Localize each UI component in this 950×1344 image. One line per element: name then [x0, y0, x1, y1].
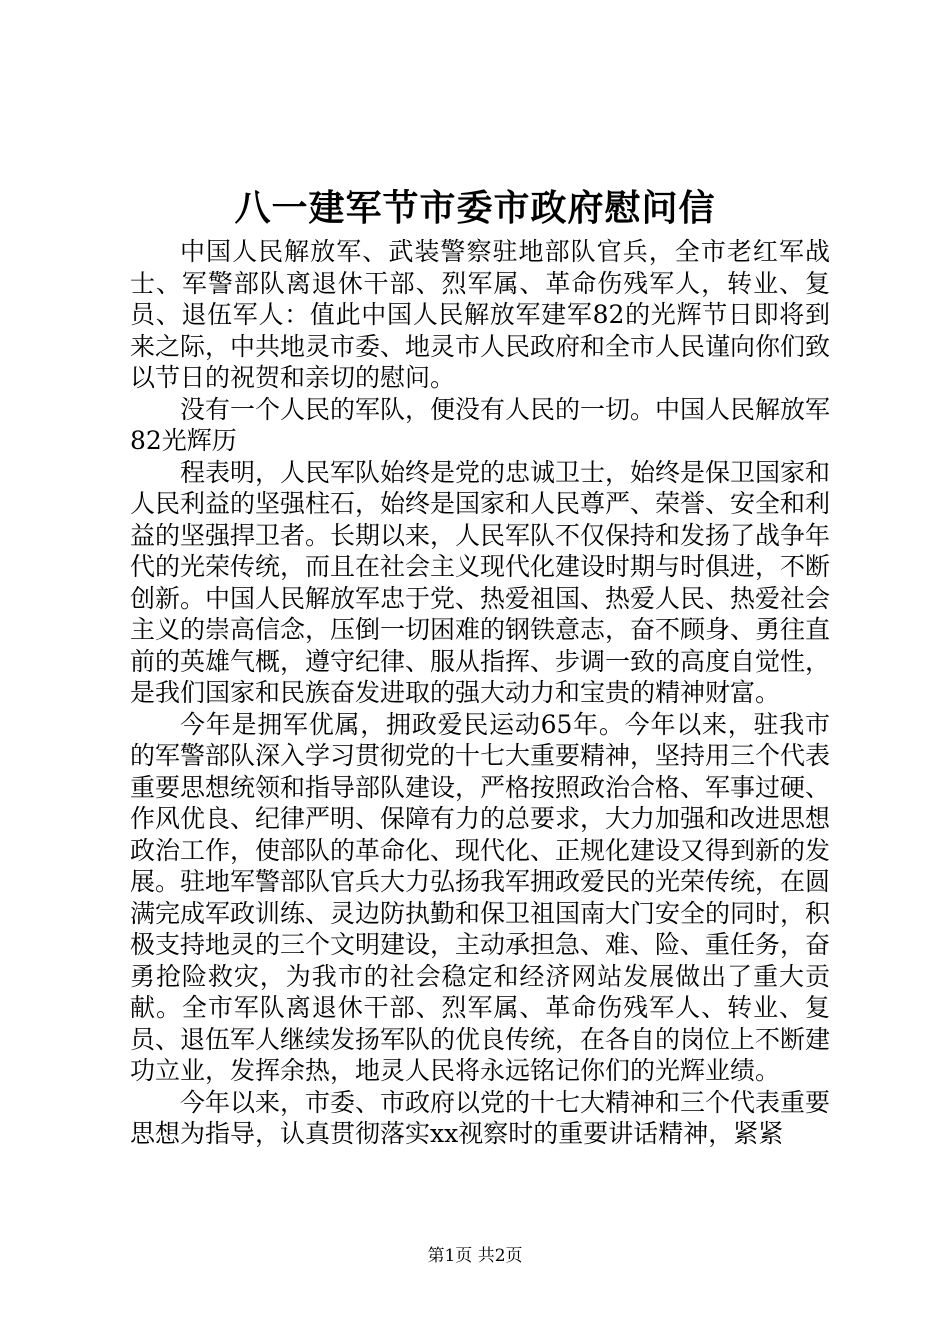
- document-body: [130, 236, 830, 1150]
- paragraph-army-history: 程表明，人民军队始终是党的忠诚卫士，始终是保卫国家和人民利益的坚强柱石，始终是国家和人民尊严、荣誉、安全和利益的坚强捍卫者。长期以来，人民军队不仅保持和发扬了战争年代的光荣传统，而且在社会主义现代化建设时期与时俱进，不断创新。中国人民解放军忠于党、热爱祖国、热爱人民、热爱社会主义的崇高信念，压倒一切困难的钢铁意志，奋不顾身、勇往直前的英雄气概，遵守纪律、服从指挥、步调一致的高度自觉性，是我们国家和民族奋发进取的强大动力和宝贵的精神财富。: [130, 457, 831, 707]
- page-number-footer: 第1页 共2页: [427, 1246, 523, 1266]
- document-title: 八一建军节市委市政府慰问信: [234, 187, 716, 229]
- paragraph-greeting: 中国人民解放军、武装警察驻地部队官兵，全市老红军战士、军警部队离退休干部、烈军属、革命伤残军人，转业、复员、退伍军人：值此中国人民解放军建军82的光辉节日即将到来之际，中共地灵市委、地灵市人民政府和全市人民谨向你们致以节日的祝贺和亲切的慰问。: [130, 237, 831, 392]
- paragraph-this-year: 今年以来，市委、市政府以党的十七大精神和三个代表重要思想为指导，认真贯彻落实xx视察时的重要讲话精神，紧紧: [130, 1087, 831, 1148]
- paragraph-support-army: 今年是拥军优属，拥政爱民运动65年。今年以来，驻我市的军警部队深入学习贯彻党的十七大重要精神，坚持用三个代表重要思想统领和指导部队建设，严格按照政治合格、军事过硬、作风优良、纪律严明、保障有力的总要求，大力加强和改进思想政治工作，使部队的革命化、现代化、正规化建设又得到新的发展。驻地军警部队官兵大力弘扬我军拥政爱民的光荣传统，在圆满完成军政训练、灵边防执勤和保卫祖国南大门安全的同时，积极支持地灵的三个文明建设，主动承担急、难、险、重任务，奋勇抢险救灾，为我市的社会稳定和经济网站发展做出了重大贡献。全市军队离退休干部、烈军属、革命伤残军人、转业、复员、退伍军人继续发扬军队的优良传统，在各自的岗位上不断建功立业，发挥余热，地灵人民将永远铭记你们的光辉业绩。: [130, 709, 831, 1085]
- paragraph-army-intro: 没有一个人民的军队，便没有人民的一切。中国人民解放军82光辉历: [130, 394, 831, 455]
